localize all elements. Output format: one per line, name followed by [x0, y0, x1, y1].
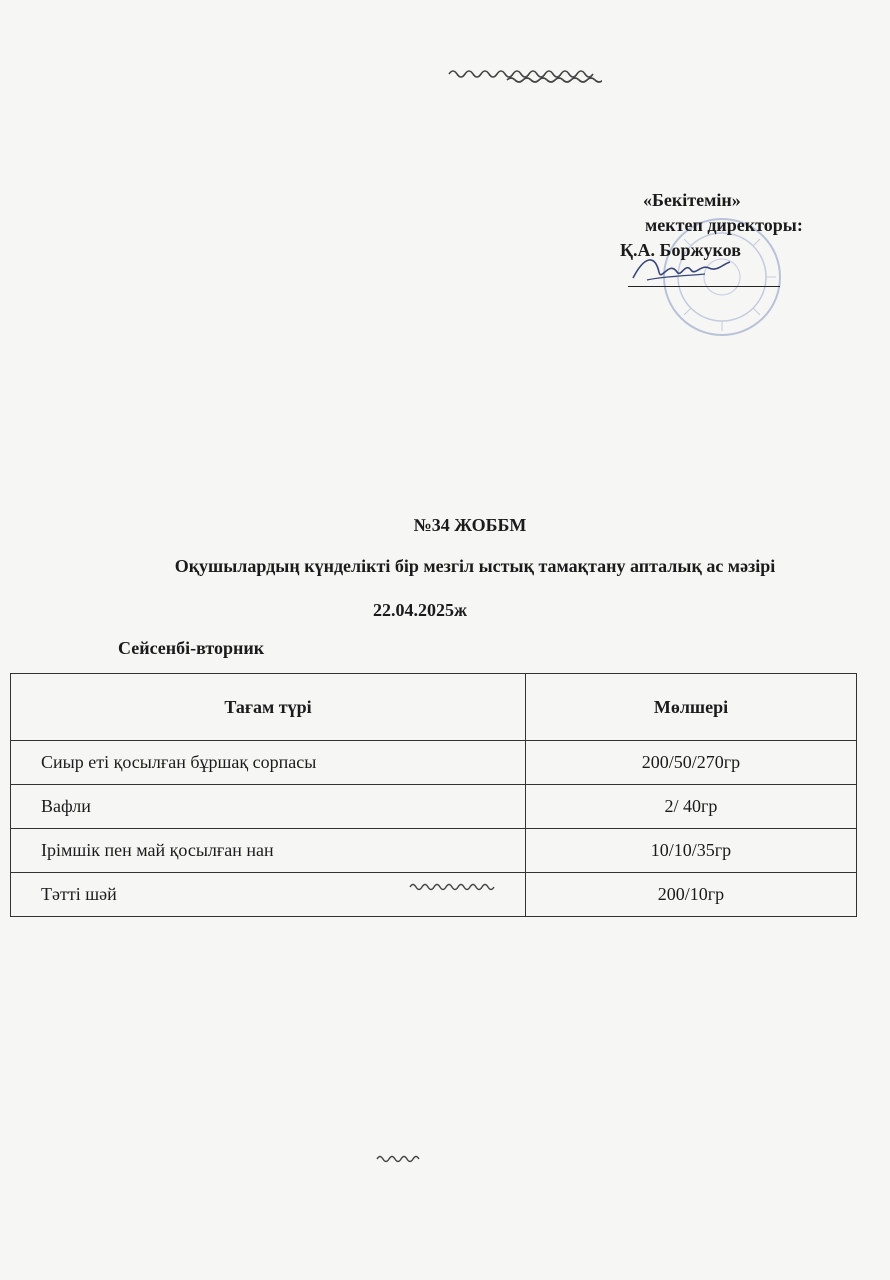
dish-cell: Сиыр еті қосылған бұршақ сорпасы: [11, 741, 526, 785]
menu-date: 22.04.2025ж: [372, 600, 468, 620]
approval-label: «Бекітемін»: [643, 190, 741, 210]
table-row: [11, 741, 857, 785]
table-header-row: [11, 674, 857, 741]
school-name: №34 ЖОББМ: [413, 515, 527, 535]
day-of-week: Сейсенбі-вторник: [118, 638, 265, 658]
signature-line: [628, 286, 780, 287]
table-row: [11, 785, 857, 829]
dish-cell: Вафли: [11, 785, 526, 829]
amount-cell: 10/10/35гр: [526, 829, 857, 873]
amount-cell: 200/50/270гр: [526, 741, 857, 785]
column-header-dish: Тағам түрі: [11, 674, 526, 741]
menu-title: Оқушылардың күнделікті бір мезгіл ыстық тамақтану апталық ас мәзірі: [174, 556, 776, 576]
director-name: Қ.А. Боржуков: [620, 240, 741, 260]
table-row: [11, 829, 857, 873]
director-signature: [625, 250, 735, 290]
scan-mark-top: [447, 66, 602, 88]
scan-mark-bottom: [375, 1152, 420, 1166]
dish-cell: Ірімшік пен май қосылған нан: [11, 829, 526, 873]
amount-cell: 200/10гр: [526, 873, 857, 917]
dish-cell: Тәтті шәй: [11, 873, 526, 917]
amount-cell: 2/ 40гр: [526, 785, 857, 829]
scan-mark-table: [408, 880, 498, 894]
column-header-amount: Мөлшері: [526, 674, 857, 741]
director-title: мектеп директоры:: [645, 215, 803, 235]
